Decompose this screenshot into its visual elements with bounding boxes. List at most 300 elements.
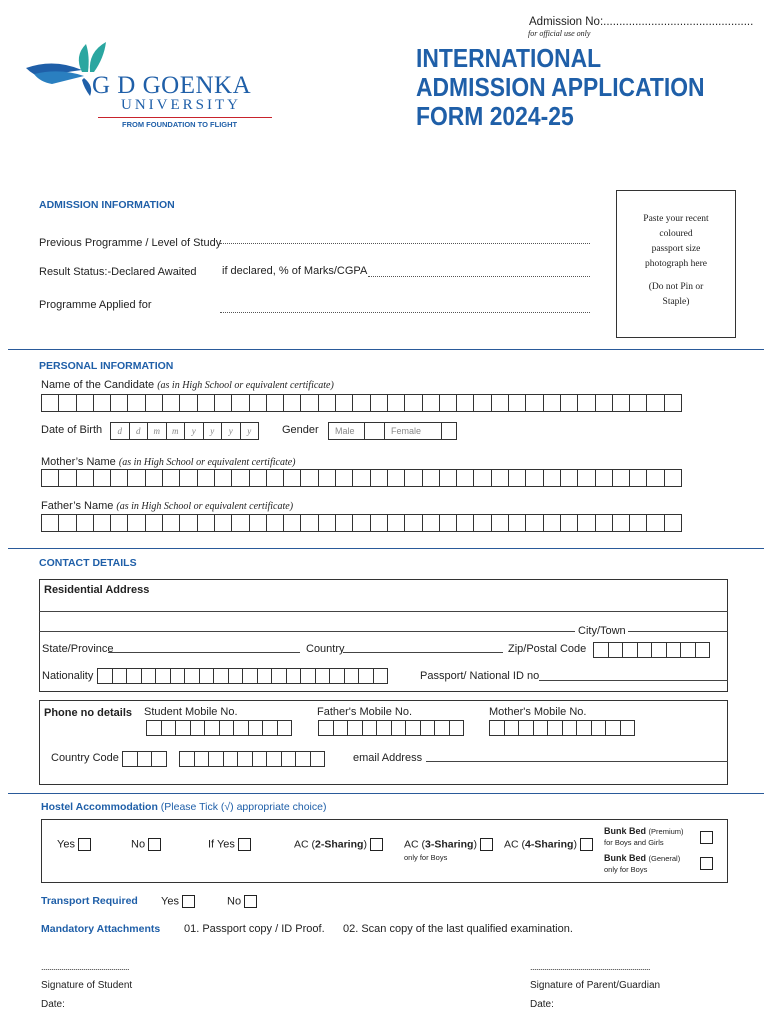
country-code-boxes[interactable] xyxy=(122,751,166,767)
char-box[interactable] xyxy=(300,469,318,487)
digit-box[interactable] xyxy=(194,751,210,767)
char-box[interactable] xyxy=(525,394,543,412)
char-box[interactable] xyxy=(318,469,336,487)
bunk-general-tag: (General) xyxy=(648,854,681,863)
char-box[interactable] xyxy=(680,642,696,658)
ac4-checkbox[interactable] xyxy=(580,838,593,851)
char-box[interactable] xyxy=(370,469,388,487)
char-box[interactable] xyxy=(612,469,630,487)
digit-box[interactable] xyxy=(175,720,191,736)
transport-no-label: No xyxy=(227,895,242,908)
dob-cell[interactable]: m xyxy=(166,422,186,440)
photo-text-3: passport size xyxy=(651,244,701,254)
hostel-if-yes[interactable] xyxy=(208,838,251,851)
char-box[interactable] xyxy=(373,668,389,684)
candidate-name-label xyxy=(41,379,334,391)
char-box[interactable] xyxy=(170,668,186,684)
char-box[interactable] xyxy=(664,469,682,487)
candidate-name-note: (as in High School or equivalent certificate) xyxy=(157,380,334,391)
result-status-label: Result Status:-Declared Awaited xyxy=(39,266,197,278)
gender-options xyxy=(328,422,457,440)
char-box[interactable] xyxy=(543,469,561,487)
char-box[interactable] xyxy=(214,394,232,412)
transport-no[interactable] xyxy=(227,895,257,908)
mother-name-boxes[interactable] xyxy=(41,469,681,487)
address-line-2[interactable] xyxy=(39,631,575,632)
char-box[interactable] xyxy=(162,394,180,412)
digit-box[interactable] xyxy=(277,720,293,736)
char-box[interactable] xyxy=(525,514,543,532)
char-box[interactable] xyxy=(110,394,128,412)
digit-box[interactable] xyxy=(562,720,578,736)
logo-sub: UNIVERSITY xyxy=(121,97,241,113)
char-box[interactable] xyxy=(387,394,405,412)
char-box[interactable] xyxy=(58,394,76,412)
logo-name: G D GOENKA xyxy=(92,72,252,99)
transport-title: Transport Required xyxy=(41,895,138,907)
ac3-post: ) xyxy=(473,838,477,851)
digit-box[interactable] xyxy=(591,720,607,736)
dob-boxes[interactable] xyxy=(110,422,258,440)
ac2-option[interactable] xyxy=(294,838,383,851)
char-box[interactable] xyxy=(456,514,474,532)
digit-box[interactable] xyxy=(190,720,206,736)
previous-programme-label: Previous Programme / Level of Study xyxy=(39,237,222,249)
dob-cell[interactable]: y xyxy=(203,422,223,440)
photo-text-4: photograph here xyxy=(645,259,707,269)
char-box[interactable] xyxy=(231,394,249,412)
ac2-pre: AC ( xyxy=(294,838,315,851)
char-box[interactable] xyxy=(329,668,345,684)
char-box[interactable] xyxy=(249,394,267,412)
char-box[interactable] xyxy=(318,514,336,532)
digit-box[interactable] xyxy=(281,751,297,767)
char-box[interactable] xyxy=(58,469,76,487)
char-box[interactable] xyxy=(231,469,249,487)
char-box[interactable] xyxy=(473,514,491,532)
university-logo xyxy=(24,38,284,138)
student-date-label: Date: xyxy=(41,999,65,1010)
char-box[interactable] xyxy=(112,668,128,684)
char-box[interactable] xyxy=(560,394,578,412)
ac3-bold: 3-Sharing xyxy=(425,838,474,851)
digit-box[interactable] xyxy=(518,720,534,736)
bunk-premium-tag: (Premium) xyxy=(648,827,684,836)
char-box[interactable] xyxy=(622,642,638,658)
char-box[interactable] xyxy=(543,514,561,532)
hostel-yes-label: Yes xyxy=(57,838,75,851)
char-box[interactable] xyxy=(58,514,76,532)
father-name-label xyxy=(41,500,293,512)
char-box[interactable] xyxy=(315,668,331,684)
nationality-boxes[interactable] xyxy=(97,668,387,684)
title-line-1: INTERNATIONAL xyxy=(416,43,602,73)
char-box[interactable] xyxy=(595,514,613,532)
email-field[interactable] xyxy=(426,761,728,762)
char-box[interactable] xyxy=(646,469,664,487)
char-box[interactable] xyxy=(41,514,59,532)
digit-box[interactable] xyxy=(547,720,563,736)
char-box[interactable] xyxy=(214,469,232,487)
digit-box[interactable] xyxy=(420,720,436,736)
char-box[interactable] xyxy=(197,394,215,412)
attachment-2: 02. Scan copy of the last qualified examination. xyxy=(343,923,573,935)
digit-box[interactable] xyxy=(266,751,282,767)
marks-field[interactable] xyxy=(368,276,590,277)
marks-label: if declared, % of Marks/CGPA xyxy=(222,265,368,277)
char-box[interactable] xyxy=(242,668,258,684)
mother-name-label xyxy=(41,456,296,468)
char-box[interactable] xyxy=(543,394,561,412)
digit-box[interactable] xyxy=(223,751,239,767)
char-box[interactable] xyxy=(184,668,200,684)
section-divider xyxy=(8,349,764,350)
previous-programme-field[interactable] xyxy=(220,243,590,244)
char-box[interactable] xyxy=(162,514,180,532)
char-box[interactable] xyxy=(283,514,301,532)
char-box[interactable] xyxy=(456,394,474,412)
dob-cell[interactable]: d xyxy=(129,422,149,440)
char-box[interactable] xyxy=(197,514,215,532)
char-box[interactable] xyxy=(612,394,630,412)
char-box[interactable] xyxy=(199,668,215,684)
char-box[interactable] xyxy=(595,394,613,412)
ac4-pre: AC ( xyxy=(504,838,525,851)
digit-box[interactable] xyxy=(333,720,349,736)
digit-box[interactable] xyxy=(376,720,392,736)
char-box[interactable] xyxy=(629,514,647,532)
digit-box[interactable] xyxy=(208,751,224,767)
char-box[interactable] xyxy=(41,394,59,412)
char-box[interactable] xyxy=(179,469,197,487)
gender-male-box[interactable]: Male xyxy=(328,422,365,440)
char-box[interactable] xyxy=(404,469,422,487)
digit-box[interactable] xyxy=(204,720,220,736)
student-mobile-label: Student Mobile No. xyxy=(144,706,238,718)
mother-name-text: Mother’s Name xyxy=(41,456,116,468)
char-box[interactable] xyxy=(214,514,232,532)
digit-box[interactable] xyxy=(576,720,592,736)
zip-boxes[interactable] xyxy=(593,642,709,658)
char-box[interactable] xyxy=(271,668,287,684)
phone-title: Phone no details xyxy=(44,707,133,719)
char-box[interactable] xyxy=(439,514,457,532)
char-box[interactable] xyxy=(335,469,353,487)
digit-box[interactable] xyxy=(605,720,621,736)
char-box[interactable] xyxy=(404,514,422,532)
nationality-label: Nationality xyxy=(42,670,94,682)
digit-box[interactable] xyxy=(262,720,278,736)
bunk-premium-checkbox[interactable] xyxy=(700,831,713,844)
dob-cell[interactable]: y xyxy=(184,422,204,440)
transport-yes-checkbox[interactable] xyxy=(182,895,195,908)
char-box[interactable] xyxy=(266,514,284,532)
digit-box[interactable] xyxy=(179,751,195,767)
student-signature-line[interactable]: ............................................ xyxy=(41,962,130,972)
dob-cell[interactable]: m xyxy=(147,422,167,440)
char-box[interactable] xyxy=(646,394,664,412)
residential-address-label: Residential Address xyxy=(44,584,150,596)
admission-info-title: ADMISSION INFORMATION xyxy=(39,199,175,211)
bunk-premium-note: for Boys and Girls xyxy=(604,838,664,847)
transport-yes[interactable] xyxy=(161,895,195,908)
char-box[interactable] xyxy=(257,668,273,684)
char-box[interactable] xyxy=(646,514,664,532)
char-box[interactable] xyxy=(93,394,111,412)
state-label: State/Province xyxy=(42,643,114,655)
candidate-name-boxes[interactable] xyxy=(41,394,681,412)
char-box[interactable] xyxy=(608,642,624,658)
char-box[interactable] xyxy=(473,469,491,487)
char-box[interactable] xyxy=(352,469,370,487)
ac4-option[interactable] xyxy=(504,838,593,851)
char-box[interactable] xyxy=(666,642,682,658)
digit-box[interactable] xyxy=(391,720,407,736)
char-box[interactable] xyxy=(283,394,301,412)
char-box[interactable] xyxy=(387,514,405,532)
char-box[interactable] xyxy=(231,514,249,532)
ac3-option[interactable] xyxy=(404,838,493,851)
char-box[interactable] xyxy=(266,469,284,487)
digit-box[interactable] xyxy=(151,751,167,767)
country-field[interactable] xyxy=(343,652,503,653)
char-box[interactable] xyxy=(456,469,474,487)
char-box[interactable] xyxy=(300,668,316,684)
digit-box[interactable] xyxy=(248,720,264,736)
char-box[interactable] xyxy=(695,642,711,658)
char-box[interactable] xyxy=(300,514,318,532)
char-box[interactable] xyxy=(525,469,543,487)
digit-box[interactable] xyxy=(237,751,253,767)
char-box[interactable] xyxy=(318,394,336,412)
digit-box[interactable] xyxy=(620,720,636,736)
char-box[interactable] xyxy=(612,514,630,532)
ac4-bold: 4-Sharing xyxy=(525,838,574,851)
mother-mobile-label: Mother's Mobile No. xyxy=(489,706,587,718)
ac2-checkbox[interactable] xyxy=(370,838,383,851)
father-name-boxes[interactable] xyxy=(41,514,681,532)
state-field[interactable] xyxy=(108,652,300,653)
digit-box[interactable] xyxy=(434,720,450,736)
char-box[interactable] xyxy=(335,514,353,532)
mother-mobile-boxes[interactable] xyxy=(489,720,634,736)
digit-box[interactable] xyxy=(533,720,549,736)
char-box[interactable] xyxy=(283,469,301,487)
phone-number-boxes[interactable] xyxy=(179,751,324,767)
dob-cell[interactable]: y xyxy=(221,422,241,440)
digit-box[interactable] xyxy=(489,720,505,736)
father-mobile-label: Father's Mobile No. xyxy=(317,706,413,718)
gender-female-check[interactable] xyxy=(442,422,457,440)
digit-box[interactable] xyxy=(310,751,326,767)
char-box[interactable] xyxy=(76,469,94,487)
char-box[interactable] xyxy=(249,469,267,487)
char-box[interactable] xyxy=(127,394,145,412)
programme-applied-field[interactable] xyxy=(220,312,590,313)
logo-tagline: FROM FOUNDATION TO FLIGHT xyxy=(122,120,238,129)
dob-cell[interactable]: y xyxy=(240,422,260,440)
student-signature-label: Signature of Student xyxy=(41,980,133,991)
hostel-no-checkbox[interactable] xyxy=(148,838,161,851)
photo-text-2: coloured xyxy=(659,229,693,239)
char-box[interactable] xyxy=(439,394,457,412)
parent-signature-line[interactable]: ............................................................ xyxy=(530,962,651,972)
char-box[interactable] xyxy=(491,394,509,412)
hostel-if-yes-checkbox[interactable] xyxy=(238,838,251,851)
char-box[interactable] xyxy=(352,514,370,532)
char-box[interactable] xyxy=(76,514,94,532)
char-box[interactable] xyxy=(577,469,595,487)
digit-box[interactable] xyxy=(347,720,363,736)
char-box[interactable] xyxy=(76,394,94,412)
photo-box xyxy=(616,190,736,338)
char-box[interactable] xyxy=(300,394,318,412)
char-box[interactable] xyxy=(560,469,578,487)
char-box[interactable] xyxy=(335,394,353,412)
char-box[interactable] xyxy=(370,394,388,412)
digit-box[interactable] xyxy=(449,720,465,736)
digit-box[interactable] xyxy=(146,720,162,736)
char-box[interactable] xyxy=(508,394,526,412)
father-mobile-boxes[interactable] xyxy=(318,720,463,736)
father-name-text: Father’s Name xyxy=(41,500,114,512)
ac3-checkbox[interactable] xyxy=(480,838,493,851)
char-box[interactable] xyxy=(127,469,145,487)
char-box[interactable] xyxy=(508,514,526,532)
char-box[interactable] xyxy=(93,514,111,532)
char-box[interactable] xyxy=(141,668,157,684)
digit-box[interactable] xyxy=(219,720,235,736)
official-use-note: for official use only xyxy=(528,29,591,38)
hostel-heading xyxy=(41,801,326,813)
hostel-yes[interactable] xyxy=(57,838,91,851)
dob-cell[interactable]: d xyxy=(110,422,130,440)
city-line[interactable] xyxy=(628,631,728,632)
char-box[interactable] xyxy=(110,514,128,532)
char-box[interactable] xyxy=(439,469,457,487)
title-line-2: ADMISSION APPLICATION xyxy=(416,72,705,102)
char-box[interactable] xyxy=(344,668,360,684)
char-box[interactable] xyxy=(491,469,509,487)
char-box[interactable] xyxy=(629,469,647,487)
char-box[interactable] xyxy=(352,394,370,412)
char-box[interactable] xyxy=(155,668,171,684)
char-box[interactable] xyxy=(179,514,197,532)
digit-box[interactable] xyxy=(504,720,520,736)
hostel-title: Hostel Accommodation xyxy=(41,801,158,813)
char-box[interactable] xyxy=(593,642,609,658)
hostel-hint: (Please Tick (√) appropriate choice) xyxy=(160,801,327,813)
dob-label: Date of Birth xyxy=(41,424,103,436)
char-box[interactable] xyxy=(629,394,647,412)
attachments-title: Mandatory Attachments xyxy=(41,923,161,935)
char-box[interactable] xyxy=(162,469,180,487)
transport-no-checkbox[interactable] xyxy=(244,895,257,908)
char-box[interactable] xyxy=(145,514,163,532)
char-box[interactable] xyxy=(637,642,653,658)
char-box[interactable] xyxy=(286,668,302,684)
char-box[interactable] xyxy=(595,469,613,487)
digit-box[interactable] xyxy=(295,751,311,767)
email-label: email Address xyxy=(353,752,423,764)
char-box[interactable] xyxy=(422,394,440,412)
digit-box[interactable] xyxy=(318,720,334,736)
hostel-yes-checkbox[interactable] xyxy=(78,838,91,851)
address-line-1[interactable] xyxy=(39,611,728,612)
char-box[interactable] xyxy=(508,469,526,487)
ac3-pre: AC ( xyxy=(404,838,425,851)
char-box[interactable] xyxy=(422,469,440,487)
digit-box[interactable] xyxy=(161,720,177,736)
char-box[interactable] xyxy=(179,394,197,412)
digit-box[interactable] xyxy=(405,720,421,736)
char-box[interactable] xyxy=(249,514,267,532)
digit-box[interactable] xyxy=(233,720,249,736)
char-box[interactable] xyxy=(213,668,229,684)
char-box[interactable] xyxy=(560,514,578,532)
char-box[interactable] xyxy=(127,514,145,532)
section-divider xyxy=(8,548,764,549)
char-box[interactable] xyxy=(126,668,142,684)
char-box[interactable] xyxy=(473,394,491,412)
form-title xyxy=(416,44,705,131)
char-box[interactable] xyxy=(370,514,388,532)
digit-box[interactable] xyxy=(252,751,268,767)
bunk-premium-label: Bunk Bed xyxy=(604,826,647,836)
bunk-general-checkbox[interactable] xyxy=(700,857,713,870)
char-box[interactable] xyxy=(97,668,113,684)
char-box[interactable] xyxy=(651,642,667,658)
digit-box[interactable] xyxy=(137,751,153,767)
char-box[interactable] xyxy=(266,394,284,412)
parent-signature-label: Signature of Parent/Guardian xyxy=(530,980,661,991)
hostel-no-label: No xyxy=(131,838,146,851)
personal-info-title: PERSONAL INFORMATION xyxy=(39,360,174,372)
char-box[interactable] xyxy=(41,469,59,487)
programme-applied-label: Programme Applied for xyxy=(39,299,152,311)
ac2-bold: 2-Sharing xyxy=(315,838,364,851)
passport-field[interactable] xyxy=(539,680,728,681)
father-name-note: (as in High School or equivalent certificate) xyxy=(116,501,294,512)
student-mobile-boxes[interactable] xyxy=(146,720,291,736)
char-box[interactable] xyxy=(358,668,374,684)
char-box[interactable] xyxy=(145,469,163,487)
photo-text-1: Paste your recent xyxy=(643,214,709,224)
digit-box[interactable] xyxy=(122,751,138,767)
city-label: City/Town xyxy=(578,625,626,637)
gender-female-box[interactable]: Female xyxy=(384,422,442,440)
char-box[interactable] xyxy=(422,514,440,532)
char-box[interactable] xyxy=(664,514,682,532)
char-box[interactable] xyxy=(110,469,128,487)
hostel-no[interactable] xyxy=(131,838,161,851)
digit-box[interactable] xyxy=(362,720,378,736)
char-box[interactable] xyxy=(197,469,215,487)
char-box[interactable] xyxy=(228,668,244,684)
section-divider xyxy=(8,793,764,794)
char-box[interactable] xyxy=(577,394,595,412)
char-box[interactable] xyxy=(93,469,111,487)
char-box[interactable] xyxy=(664,394,682,412)
ac4-post: ) xyxy=(573,838,577,851)
char-box[interactable] xyxy=(491,514,509,532)
transport-yes-label: Yes xyxy=(161,895,179,908)
char-box[interactable] xyxy=(577,514,595,532)
mother-name-note: (as in High School or equivalent certificate) xyxy=(118,457,296,468)
char-box[interactable] xyxy=(404,394,422,412)
char-box[interactable] xyxy=(387,469,405,487)
char-box[interactable] xyxy=(145,394,163,412)
